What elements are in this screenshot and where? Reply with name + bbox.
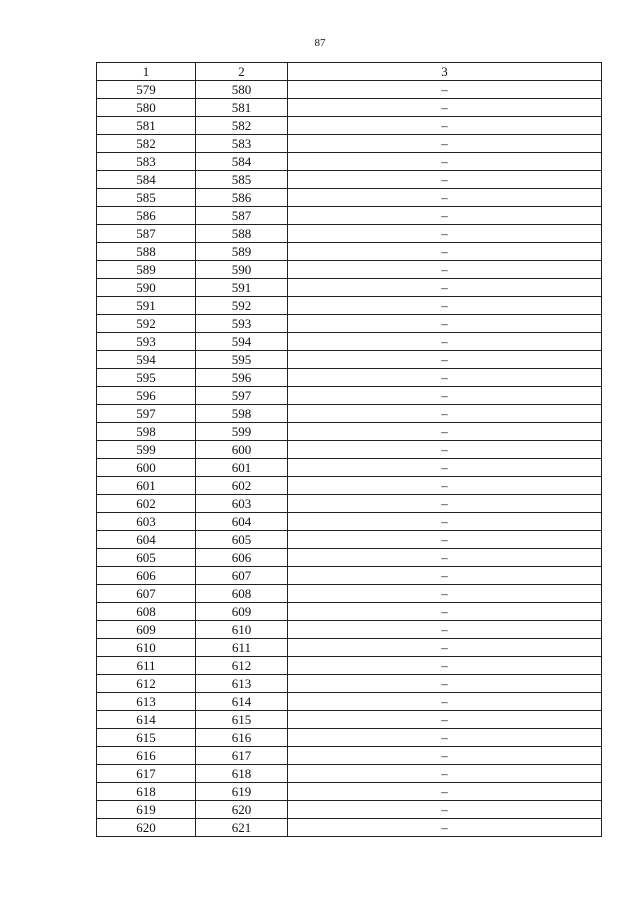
table-row bbox=[97, 189, 602, 207]
table-row bbox=[97, 117, 602, 135]
table-cell-col-2: 599 bbox=[196, 423, 288, 441]
table-cell-col-2: 595 bbox=[196, 351, 288, 369]
table-cell-col-3: – bbox=[288, 711, 602, 729]
table-row bbox=[97, 531, 602, 549]
table-cell-col-2: 596 bbox=[196, 369, 288, 387]
table-header bbox=[97, 63, 602, 81]
table-cell-col-3: – bbox=[288, 765, 602, 783]
table-row bbox=[97, 639, 602, 657]
table-cell-col-2: 600 bbox=[196, 441, 288, 459]
table-cell-col-2: 620 bbox=[196, 801, 288, 819]
table-cell-col-1: 599 bbox=[97, 441, 196, 459]
table-row bbox=[97, 801, 602, 819]
table-cell-col-1: 602 bbox=[97, 495, 196, 513]
table-cell-col-3: – bbox=[288, 567, 602, 585]
table-cell-col-1: 613 bbox=[97, 693, 196, 711]
table-cell-col-3: – bbox=[288, 621, 602, 639]
table-cell-col-3: – bbox=[288, 477, 602, 495]
table-row bbox=[97, 513, 602, 531]
table-row bbox=[97, 153, 602, 171]
column-header-2: 2 bbox=[196, 63, 288, 81]
table-cell-col-3: – bbox=[288, 135, 602, 153]
table-cell-col-2: 606 bbox=[196, 549, 288, 567]
table-cell-col-1: 594 bbox=[97, 351, 196, 369]
table-cell-col-1: 597 bbox=[97, 405, 196, 423]
table-cell-col-2: 613 bbox=[196, 675, 288, 693]
table-cell-col-2: 608 bbox=[196, 585, 288, 603]
table-cell-col-3: – bbox=[288, 693, 602, 711]
table-row bbox=[97, 405, 602, 423]
table-cell-col-3: – bbox=[288, 387, 602, 405]
table-cell-col-2: 601 bbox=[196, 459, 288, 477]
table-cell-col-1: 619 bbox=[97, 801, 196, 819]
table-cell-col-2: 616 bbox=[196, 729, 288, 747]
header-row bbox=[97, 63, 602, 81]
table-cell-col-1: 611 bbox=[97, 657, 196, 675]
table-cell-col-3: – bbox=[288, 657, 602, 675]
table-cell-col-2: 589 bbox=[196, 243, 288, 261]
table-cell-col-1: 590 bbox=[97, 279, 196, 297]
table-cell-col-1: 589 bbox=[97, 261, 196, 279]
table-row bbox=[97, 279, 602, 297]
table-row bbox=[97, 333, 602, 351]
table-cell-col-1: 592 bbox=[97, 315, 196, 333]
table-body bbox=[97, 81, 602, 837]
table-cell-col-1: 581 bbox=[97, 117, 196, 135]
table-cell-col-1: 617 bbox=[97, 765, 196, 783]
table-row bbox=[97, 675, 602, 693]
table-cell-col-2: 586 bbox=[196, 189, 288, 207]
table-cell-col-3: – bbox=[288, 153, 602, 171]
table-cell-col-2: 612 bbox=[196, 657, 288, 675]
table-cell-col-1: 603 bbox=[97, 513, 196, 531]
table-row bbox=[97, 585, 602, 603]
table-row bbox=[97, 351, 602, 369]
table-cell-col-1: 605 bbox=[97, 549, 196, 567]
table-row bbox=[97, 369, 602, 387]
table-cell-col-2: 593 bbox=[196, 315, 288, 333]
table-row bbox=[97, 315, 602, 333]
table-cell-col-1: 600 bbox=[97, 459, 196, 477]
table-cell-col-1: 612 bbox=[97, 675, 196, 693]
table-cell-col-2: 590 bbox=[196, 261, 288, 279]
table-cell-col-1: 582 bbox=[97, 135, 196, 153]
table-cell-col-2: 583 bbox=[196, 135, 288, 153]
table-cell-col-3: – bbox=[288, 783, 602, 801]
table-cell-col-2: 588 bbox=[196, 225, 288, 243]
table-cell-col-1: 585 bbox=[97, 189, 196, 207]
table-cell-col-3: – bbox=[288, 459, 602, 477]
table-cell-col-1: 591 bbox=[97, 297, 196, 315]
table-cell-col-2: 592 bbox=[196, 297, 288, 315]
table-cell-col-3: – bbox=[288, 441, 602, 459]
table-cell-col-3: – bbox=[288, 117, 602, 135]
table-cell-col-1: 598 bbox=[97, 423, 196, 441]
table-cell-col-2: 609 bbox=[196, 603, 288, 621]
table-cell-col-3: – bbox=[288, 261, 602, 279]
table-row bbox=[97, 693, 602, 711]
table-cell-col-3: – bbox=[288, 549, 602, 567]
table-cell-col-1: 596 bbox=[97, 387, 196, 405]
table-cell-col-2: 591 bbox=[196, 279, 288, 297]
table-row bbox=[97, 297, 602, 315]
table-row bbox=[97, 387, 602, 405]
table-row bbox=[97, 81, 602, 99]
table-cell-col-2: 605 bbox=[196, 531, 288, 549]
table-cell-col-3: – bbox=[288, 189, 602, 207]
table-cell-col-2: 585 bbox=[196, 171, 288, 189]
table-cell-col-3: – bbox=[288, 423, 602, 441]
table-cell-col-1: 614 bbox=[97, 711, 196, 729]
table-cell-col-2: 617 bbox=[196, 747, 288, 765]
table-cell-col-1: 615 bbox=[97, 729, 196, 747]
table-cell-col-2: 619 bbox=[196, 783, 288, 801]
table-cell-col-3: – bbox=[288, 171, 602, 189]
table-cell-col-1: 580 bbox=[97, 99, 196, 117]
table-row bbox=[97, 765, 602, 783]
table-cell-col-3: – bbox=[288, 225, 602, 243]
table-cell-col-2: 594 bbox=[196, 333, 288, 351]
table-cell-col-2: 610 bbox=[196, 621, 288, 639]
table-cell-col-1: 593 bbox=[97, 333, 196, 351]
table-cell-col-1: 607 bbox=[97, 585, 196, 603]
table-cell-col-2: 621 bbox=[196, 819, 288, 837]
column-header-3: 3 bbox=[288, 63, 602, 81]
table-cell-col-2: 580 bbox=[196, 81, 288, 99]
table-cell-col-2: 611 bbox=[196, 639, 288, 657]
table-cell-col-2: 604 bbox=[196, 513, 288, 531]
table-cell-col-2: 581 bbox=[196, 99, 288, 117]
table-row bbox=[97, 477, 602, 495]
table-cell-col-1: 583 bbox=[97, 153, 196, 171]
table-cell-col-3: – bbox=[288, 351, 602, 369]
table-row bbox=[97, 729, 602, 747]
table-cell-col-3: – bbox=[288, 315, 602, 333]
table-cell-col-3: – bbox=[288, 243, 602, 261]
table-row bbox=[97, 819, 602, 837]
table-row bbox=[97, 549, 602, 567]
table-cell-col-3: – bbox=[288, 819, 602, 837]
table-cell-col-2: 587 bbox=[196, 207, 288, 225]
table-row bbox=[97, 567, 602, 585]
table-cell-col-3: – bbox=[288, 639, 602, 657]
table-cell-col-1: 610 bbox=[97, 639, 196, 657]
table-row bbox=[97, 459, 602, 477]
table-cell-col-2: 597 bbox=[196, 387, 288, 405]
table-row bbox=[97, 135, 602, 153]
table-cell-col-1: 616 bbox=[97, 747, 196, 765]
table-cell-col-3: – bbox=[288, 279, 602, 297]
table-cell-col-1: 595 bbox=[97, 369, 196, 387]
table-cell-col-1: 579 bbox=[97, 81, 196, 99]
table-cell-col-2: 598 bbox=[196, 405, 288, 423]
table-cell-col-2: 615 bbox=[196, 711, 288, 729]
table-cell-col-3: – bbox=[288, 405, 602, 423]
table-cell-col-3: – bbox=[288, 333, 602, 351]
table-cell-col-3: – bbox=[288, 99, 602, 117]
table-cell-col-3: – bbox=[288, 801, 602, 819]
table-row bbox=[97, 621, 602, 639]
table-cell-col-2: 607 bbox=[196, 567, 288, 585]
table-cell-col-2: 602 bbox=[196, 477, 288, 495]
table-row bbox=[97, 207, 602, 225]
table-row bbox=[97, 423, 602, 441]
table-cell-col-1: 618 bbox=[97, 783, 196, 801]
table-cell-col-1: 604 bbox=[97, 531, 196, 549]
table-cell-col-1: 608 bbox=[97, 603, 196, 621]
table-row bbox=[97, 261, 602, 279]
table-cell-col-3: – bbox=[288, 297, 602, 315]
table-row bbox=[97, 225, 602, 243]
table-cell-col-1: 601 bbox=[97, 477, 196, 495]
table-cell-col-3: – bbox=[288, 513, 602, 531]
table-cell-col-1: 587 bbox=[97, 225, 196, 243]
table-cell-col-3: – bbox=[288, 675, 602, 693]
data-table bbox=[96, 62, 602, 837]
table-cell-col-3: – bbox=[288, 369, 602, 387]
table-cell-col-3: – bbox=[288, 747, 602, 765]
table-cell-col-2: 614 bbox=[196, 693, 288, 711]
table-cell-col-2: 618 bbox=[196, 765, 288, 783]
table-row bbox=[97, 783, 602, 801]
table-cell-col-1: 584 bbox=[97, 171, 196, 189]
table-cell-col-2: 582 bbox=[196, 117, 288, 135]
table-row bbox=[97, 495, 602, 513]
table-cell-col-1: 588 bbox=[97, 243, 196, 261]
table-cell-col-1: 606 bbox=[97, 567, 196, 585]
table-cell-col-3: – bbox=[288, 531, 602, 549]
table-cell-col-3: – bbox=[288, 495, 602, 513]
table-row bbox=[97, 657, 602, 675]
table-cell-col-2: 603 bbox=[196, 495, 288, 513]
table-row bbox=[97, 243, 602, 261]
table-cell-col-3: – bbox=[288, 81, 602, 99]
table-cell-col-2: 584 bbox=[196, 153, 288, 171]
table-cell-col-3: – bbox=[288, 603, 602, 621]
table-row bbox=[97, 171, 602, 189]
table-cell-col-3: – bbox=[288, 729, 602, 747]
table-row bbox=[97, 99, 602, 117]
table-row bbox=[97, 603, 602, 621]
column-header-1: 1 bbox=[97, 63, 196, 81]
table-row bbox=[97, 747, 602, 765]
table-cell-col-3: – bbox=[288, 585, 602, 603]
table-cell-col-1: 586 bbox=[97, 207, 196, 225]
page-number: 87 bbox=[314, 37, 326, 49]
table-row bbox=[97, 711, 602, 729]
table-row bbox=[97, 441, 602, 459]
table-cell-col-1: 609 bbox=[97, 621, 196, 639]
table-cell-col-1: 620 bbox=[97, 819, 196, 837]
table-cell-col-3: – bbox=[288, 207, 602, 225]
